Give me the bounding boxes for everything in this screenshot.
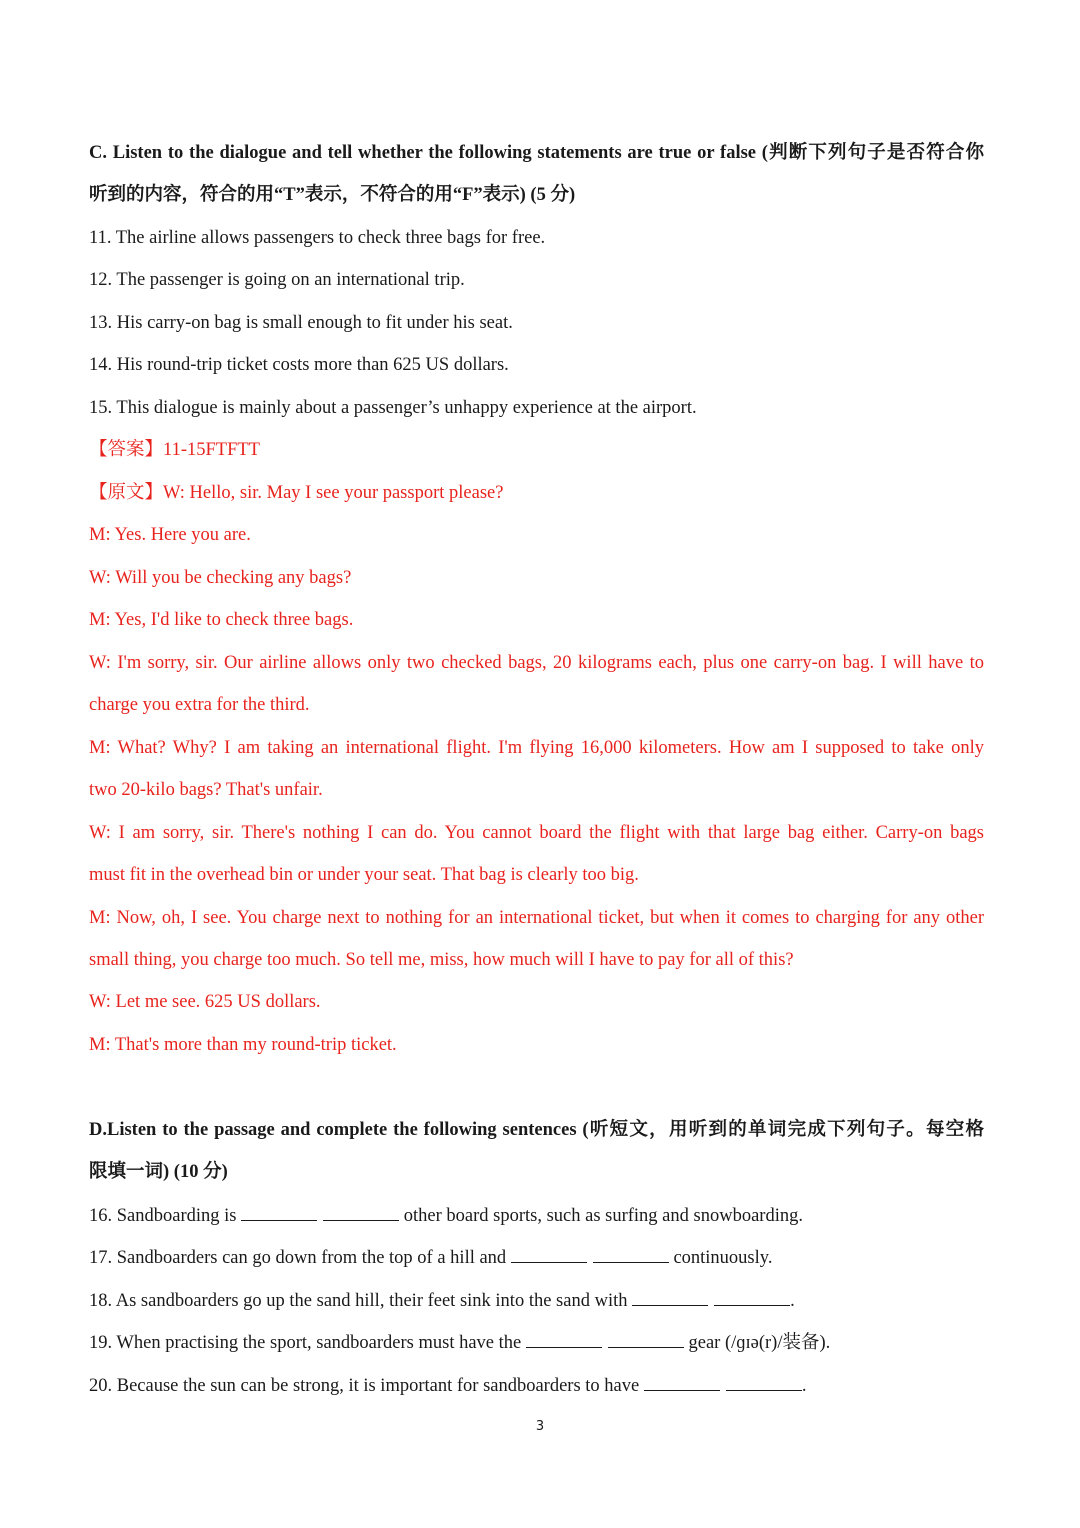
transcript-line: small thing, you charge too much. So tell me, miss, how much will I have to pay for all of this? <box>89 950 794 970</box>
statement-14: 14. His round-trip ticket costs more than 625 US dollars. <box>89 355 509 375</box>
fill-item-text-before: 18. As sandboarders go up the sand hill, their feet sink into the sand with <box>89 1291 628 1311</box>
fill-item-text-after: . <box>801 1376 807 1396</box>
answer-blank[interactable] <box>323 1203 399 1221</box>
statement-12: 12. The passenger is going on an international trip. <box>89 270 465 290</box>
answer-blank[interactable] <box>632 1288 708 1306</box>
answer-line: 【答案】11-15FTFTT <box>89 440 260 460</box>
statement-15: 15. This dialogue is mainly about a passenger’s unhappy experience at the airport. <box>89 398 697 418</box>
transcript-line: M: That's more than my round-trip ticket. <box>89 1035 397 1055</box>
section-c-heading-line1: C. Listen to the dialogue and tell whether the following statements are true or false (判断下列句子是否符合你 <box>89 143 984 163</box>
section-d-heading-line2: 限填一词) (10 分) <box>89 1162 228 1182</box>
answer-blank[interactable] <box>511 1245 587 1263</box>
answer-blank[interactable] <box>608 1330 684 1348</box>
section-c-heading-line2: 听到的内容，符合的用“T”表示，不符合的用“F”表示) (5 分) <box>89 185 576 205</box>
transcript-line: M: Yes. Here you are. <box>89 525 251 545</box>
fill-item-text-after: . <box>790 1291 795 1311</box>
transcript-line: charge you extra for the third. <box>89 695 310 715</box>
fill-item-17 <box>89 1245 772 1270</box>
answer-blank[interactable] <box>241 1203 317 1221</box>
transcript-line: two 20-kilo bags? That's unfair. <box>89 780 323 800</box>
statement-11: 11. The airline allows passengers to check three bags for free. <box>89 228 546 248</box>
transcript-line: W: Let me see. 625 US dollars. <box>89 992 321 1012</box>
transcript-line: W: Will you be checking any bags? <box>89 568 352 588</box>
answer-blank[interactable] <box>644 1373 720 1391</box>
fill-item-text-after: gear (/ɡɪə(r)/装备). <box>688 1333 831 1353</box>
fill-item-19 <box>89 1330 830 1355</box>
section-d-heading-line1: D.Listen to the passage and complete the following sentences (听短文，用听到的单词完成下列句子。每空格 <box>89 1120 984 1140</box>
fill-item-text-before: 19. When practising the sport, sandboarders must have the <box>89 1333 522 1353</box>
transcript-line: must fit in the overhead bin or under your seat. That bag is clearly too big. <box>89 865 639 885</box>
transcript-line: M: Now, oh, I see. You charge next to nothing for an international ticket, but when it comes to charging for any other <box>89 908 984 928</box>
answer-blank[interactable] <box>714 1288 790 1306</box>
fill-item-text-before: 16. Sandboarding is <box>89 1206 237 1226</box>
transcript-line: M: Yes, I'd like to check three bags. <box>89 610 354 630</box>
answer-blank[interactable] <box>526 1330 602 1348</box>
page-number: 3 <box>535 1419 545 1434</box>
fill-item-text-before: 17. Sandboarders can go down from the top of a hill and <box>89 1248 507 1268</box>
answer-blank[interactable] <box>726 1373 802 1391</box>
transcript-line: M: What? Why? I am taking an international flight. I'm flying 16,000 kilometers. How am I supposed to take only <box>89 738 984 758</box>
fill-item-16 <box>89 1203 803 1228</box>
fill-item-text-after: continuously. <box>673 1248 773 1268</box>
statement-13: 13. His carry-on bag is small enough to fit under his seat. <box>89 313 513 333</box>
fill-item-20 <box>89 1373 806 1398</box>
transcript-line: 【原文】W: Hello, sir. May I see your passport please? <box>89 483 504 503</box>
transcript-line: W: I am sorry, sir. There's nothing I can do. You cannot board the flight with that large bag either. Carry-on bags <box>89 823 984 843</box>
fill-item-text-after: other board sports, such as surfing and snowboarding. <box>403 1206 803 1226</box>
fill-item-text-before: 20. Because the sun can be strong, it is important for sandboarders to have <box>89 1376 640 1396</box>
fill-item-18 <box>89 1288 795 1313</box>
transcript-line: W: I'm sorry, sir. Our airline allows only two checked bags, 20 kilograms each, plus one carry-on bag. I will have to <box>89 653 984 673</box>
answer-blank[interactable] <box>593 1245 669 1263</box>
